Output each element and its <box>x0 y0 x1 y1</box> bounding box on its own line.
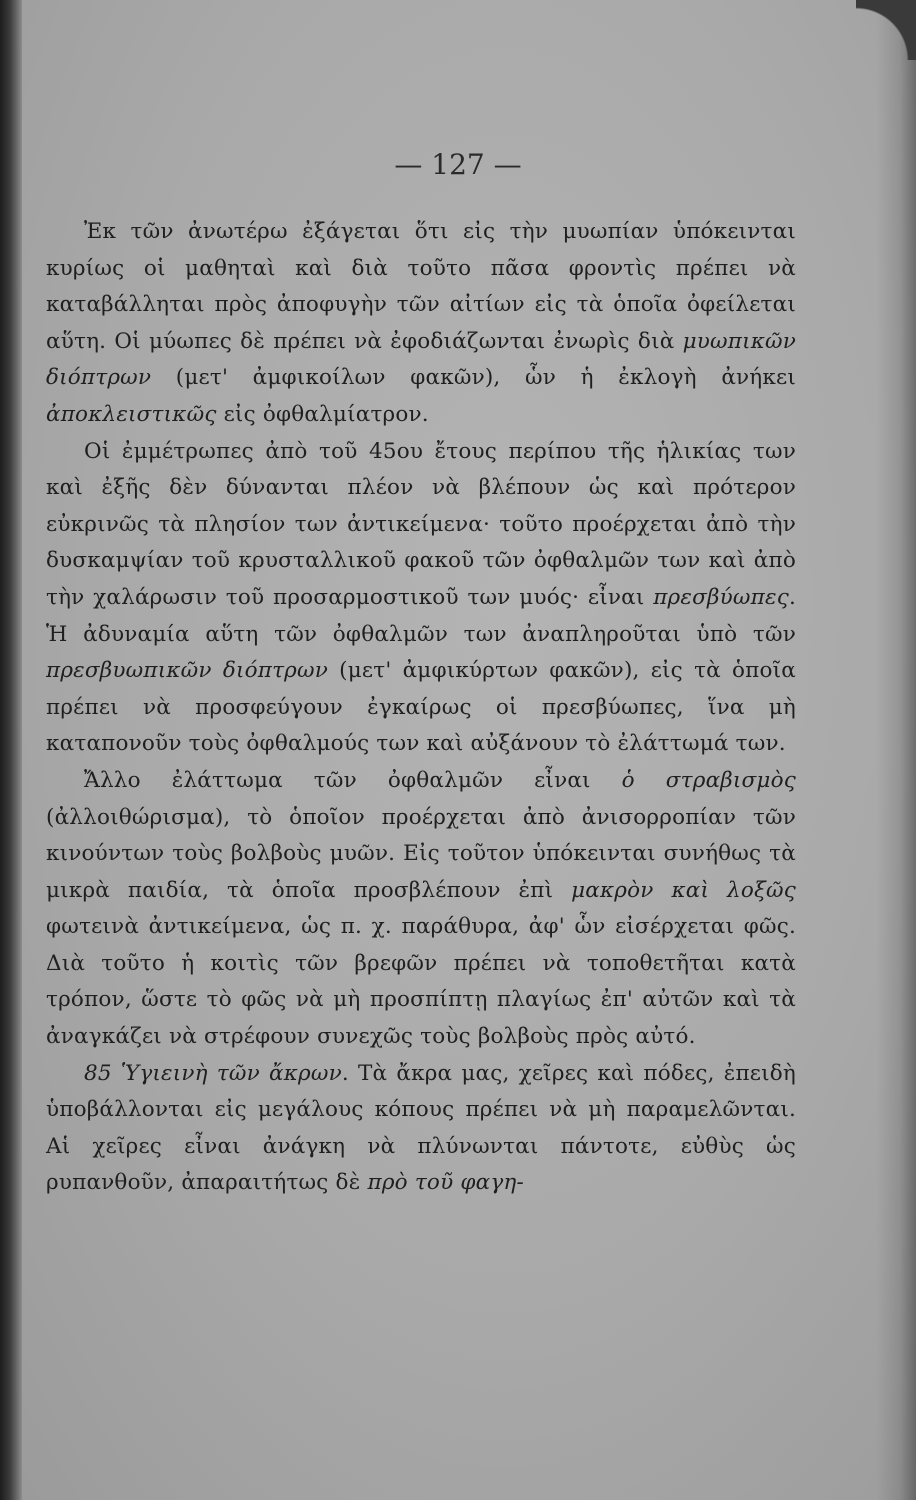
text-run: . Ἡ ἀδυναμία αὕτη τῶν ὀφθαλμῶν των ἀναπληροῦται ὑπὸ τῶν <box>46 584 796 647</box>
italic-text: πρεσβυωπικῶν διόπτρων <box>46 658 328 684</box>
text-run: Οἱ ἐμμέτρωπες ἀπὸ τοῦ 45ου ἔτους περίπου τῆς ἡλικίας των καὶ ἐξῆς δὲν δύνανται πλέον νὰ βλέπουν ὡς καὶ πρότερον εὐκρινῶς τὰ πλησίον των ἀντικείμενα· τοῦτο προέρχεται ἀπὸ τὴν δυσκαμψίαν τοῦ κρυσταλλικοῦ φακοῦ τῶν ὀφθαλμῶν των καὶ ἀπὸ τὴν χαλάρωσιν τοῦ προσαρμοστικοῦ των μυός· εἶναι <box>46 438 796 610</box>
italic-text: 85 Ὑγιεινὴ τῶν ἄκρων <box>84 1060 342 1086</box>
body-text <box>46 214 796 1202</box>
text-run: εἰς ὀφθαλμίατρον. <box>216 401 429 427</box>
paragraph-presbyopia <box>46 434 796 763</box>
text-run: Ἐκ τῶν ἀνωτέρω ἐξάγεται ὅτι εἰς τὴν μυωπίαν ὑπόκεινται κυρίως οἱ μαθηταὶ καὶ διὰ τοῦτο πᾶσα φροντὶς πρέπει νὰ καταβάλληται πρὸς ἀποφυγὴν τῶν αἰτίων εἰς τὰ ὁποῖα ὀφείλεται αὕτη. Οἱ μύωπες δὲ πρέπει νὰ ἐφοδιάζωνται ἐνωρὶς διὰ <box>46 219 796 354</box>
paragraph-myopia <box>46 214 796 434</box>
text-run: φωτεινὰ ἀντικείμενα, ὡς π. χ. παράθυρα, ἀφ' ὧν εἰσέρχεται φῶς. Διὰ τοῦτο ἡ κοιτὶς τῶν βρεφῶν πρέπει νὰ τοποθετῆται κατὰ τρόπον, ὥστε τὸ φῶς νὰ μὴ προσπίπτῃ πλαγίως ἐπ' αὐτῶν καὶ τὰ ἀναγκάζει νὰ στρέφουν συνεχῶς τοὺς βολβοὺς πρὸς αὐτό. <box>46 914 796 1050</box>
paragraph-limbs-hygiene <box>46 1056 796 1202</box>
italic-text: μακρὸν καὶ λοξῶς <box>571 877 796 903</box>
text-run: (ἀλλοιθώρισμα), τὸ ὁποῖον προέρχεται ἀπὸ ἀνισορροπίαν τῶν κινούντων τοὺς βολβοὺς μυῶν. Εἰς τοῦτον ὑπόκεινται συνήθως τὰ μικρὰ παιδία, τὰ ὁποῖα προσβλέπουν ἐπὶ <box>46 804 796 903</box>
italic-text: πρὸ τοῦ φαγη- <box>367 1170 524 1196</box>
text-run: (μετ' ἀμφικοίλων φακῶν), ὧν ἡ ἐκλογὴ ἀνήκει <box>151 365 796 391</box>
text-run: Ἄλλο ἐλάττωμα τῶν ὀφθαλμῶν εἶναι <box>84 767 622 793</box>
page-edge-shadow <box>876 0 916 1500</box>
text-run: (μετ' ἀμφικύρτων φακῶν), εἰς τὰ ὁποῖα πρέπει νὰ προσφεύγουν ἐγκαίρως οἱ πρεσβύωπες, ἵνα μὴ καταπονοῦν τοὺς ὀφθαλμούς των καὶ αὐξάνουν τὸ ἐλάττωμά των. <box>46 658 796 757</box>
italic-text: μυωπικῶν διόπτρων <box>46 328 796 391</box>
text-run: . Τὰ ἄκρα μας, χεῖρες καὶ πόδες, ἐπειδὴ ὑποβάλλονται εἰς μεγάλους κόπους πρέπει νὰ μὴ παραμελῶνται. Αἱ χεῖρες εἶναι ἀνάγκη νὰ πλύνωνται πάντοτε, εὐθὺς ὡς ρυπανθοῦν, ἀπαραιτήτως δὲ <box>46 1060 796 1196</box>
italic-text: πρεσβύωπες <box>653 584 789 610</box>
page-number: — 127 — <box>394 148 522 181</box>
italic-text: ἀποκλειστικῶς <box>46 401 217 427</box>
book-spine <box>0 0 22 1500</box>
italic-text: ὁ στραβισμὸς <box>621 767 796 793</box>
paragraph-strabismus <box>46 763 796 1056</box>
page-corner <box>856 0 916 60</box>
